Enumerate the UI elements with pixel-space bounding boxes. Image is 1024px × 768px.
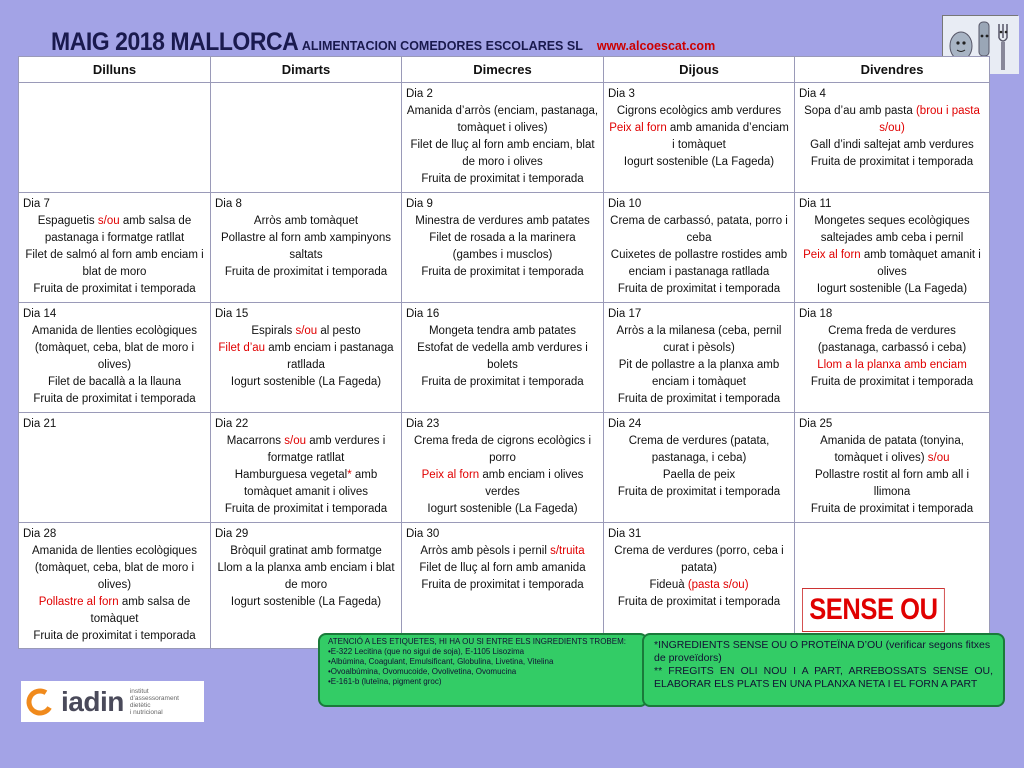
dish-line — [406, 264, 599, 281]
dish-text: Fideuà — [649, 579, 688, 591]
menu-cell — [795, 413, 990, 523]
dish-text: Llom a la planxa amb enciam i blat de moro — [217, 562, 395, 591]
dish-text: Arròs a la milanesa (ceba, pernil curat i pèsols) — [616, 325, 782, 354]
dish-line — [799, 467, 985, 501]
menu-cell — [19, 303, 211, 413]
dish-text: Filet de rosada a la marinera (gambes i musclos) — [429, 232, 576, 261]
dish-line — [23, 543, 206, 594]
week-row — [19, 193, 990, 303]
day-label: Dia 9 — [406, 198, 433, 210]
dish-line — [406, 103, 599, 137]
allergen-note: Filet d’au — [218, 342, 266, 354]
dish-text: al pesto — [317, 325, 361, 337]
dish-line — [608, 281, 790, 298]
menu-cell — [402, 193, 604, 303]
dish-text: Fruita de proximitat i temporada — [224, 503, 388, 515]
dish-text: Amanida d’arròs (enciam, pastanaga, tomàquet i olives) — [406, 105, 599, 134]
day-label: Dia 18 — [799, 308, 833, 320]
dish-line — [799, 323, 985, 357]
menu-table — [18, 56, 990, 649]
dish-text: Fruita de proximitat i temporada — [33, 393, 196, 405]
menu-cell — [211, 303, 402, 413]
dish-text: Fruita de proximitat i temporada — [33, 283, 196, 295]
day-label: Dia 4 — [799, 88, 826, 100]
dish-line — [23, 391, 206, 408]
dish-text: amb tomàquet amanit i olives — [860, 249, 981, 278]
dish-text: Fruita de proximitat i temporada — [617, 283, 781, 295]
dish-text: Sopa d’au amb pasta — [804, 105, 916, 117]
menu-cell — [19, 523, 211, 649]
dish-text: Fruita de proximitat i temporada — [810, 156, 974, 168]
dish-line — [215, 374, 397, 391]
sense-ou-badge: SENSE OU — [802, 588, 945, 632]
allergen-note: Peix al forn — [609, 122, 667, 134]
dish-text: Fruita de proximitat i temporada — [421, 173, 584, 185]
dish-line — [406, 213, 599, 230]
dish-text: Fruita de proximitat i temporada — [224, 266, 388, 278]
dish-text: amb amanida d’enciam i tomàquet — [666, 122, 789, 151]
dish-line — [608, 103, 790, 120]
dish-text: Pollastre rostit al forn amb all i llimona — [814, 469, 970, 498]
day-label: Dia 11 — [799, 198, 832, 210]
dish-line — [608, 391, 790, 408]
egg-label-warning — [318, 633, 648, 707]
dish-line — [406, 467, 599, 501]
dish-line — [215, 501, 397, 518]
iadin-ring-icon — [25, 687, 55, 717]
menu-cell — [402, 303, 604, 413]
day-label: Dia 17 — [608, 308, 642, 320]
allergen-note: Pollastre al forn — [38, 596, 119, 608]
column-header: Dimecres — [402, 57, 604, 83]
dish-line — [215, 543, 397, 560]
day-label: Dia 7 — [23, 198, 50, 210]
dish-text: Amanida de llenties ecològiques (tomàquet, ceba, blat de moro i olives) — [32, 545, 197, 591]
dish-text: amb salsa de tomàquet — [90, 596, 191, 625]
column-header: Dimarts — [211, 57, 402, 83]
dish-line — [23, 628, 206, 645]
dish-line — [608, 484, 790, 501]
dish-line — [608, 357, 790, 391]
dish-line — [799, 357, 985, 374]
dish-line — [23, 374, 206, 391]
dish-text: Fruita de proximitat i temporada — [33, 630, 196, 642]
dish-text: Crema de verdures (porro, ceba i patata) — [614, 545, 784, 574]
dish-text: Fruita de proximitat i temporada — [617, 486, 781, 498]
day-label: Dia 15 — [215, 308, 249, 320]
day-label: Dia 3 — [608, 88, 635, 100]
dish-text: amb verdures i formatge ratllat — [267, 435, 386, 464]
dish-text: Espirals — [251, 325, 296, 337]
dish-line — [215, 264, 397, 281]
day-label: Dia 2 — [406, 88, 433, 100]
allergen-note: Peix al forn — [421, 469, 480, 481]
dish-text: Fruita de proximitat i temporada — [617, 393, 781, 405]
dish-text: Mongetes seques ecològiques saltejades amb ceba i pernil — [814, 215, 970, 244]
menu-cell — [211, 413, 402, 523]
warning-item: •E-161-b (luteïna, pigment groc) — [328, 677, 442, 686]
dish-line — [215, 340, 397, 374]
dish-text: Crema freda de verdures (pastanaga, carbassó i ceba) — [817, 325, 967, 354]
dish-line — [406, 374, 599, 391]
dish-line — [23, 594, 206, 628]
dish-line — [608, 213, 790, 247]
day-label: Dia 8 — [215, 198, 242, 210]
menu-cell — [604, 303, 795, 413]
menu-cell — [402, 413, 604, 523]
warning-item: •E-322 Lecitina (que no sigui de soja), E-1105 Lisozima — [328, 647, 525, 656]
allergen-note: s/ou — [927, 452, 950, 464]
dish-text: Arròs amb pèsols i pernil — [420, 545, 551, 557]
dish-line — [215, 433, 397, 467]
dish-text: Iogurt sostenible (La Fageda) — [230, 376, 382, 388]
menu-cell — [211, 523, 402, 649]
day-label: Dia 30 — [406, 528, 440, 540]
dish-text: Paella de peix — [662, 469, 736, 481]
dish-line — [608, 433, 790, 467]
dish-text: Iogurt sostenible (La Fageda) — [623, 156, 775, 168]
dish-text: Estofat de vedella amb verdures i bolets — [417, 342, 588, 371]
week-row — [19, 413, 990, 523]
dish-text: Gall d’indi saltejat amb verdures — [810, 139, 974, 151]
allergen-note: * — [347, 469, 352, 481]
page-header — [51, 28, 715, 54]
day-label: Dia 16 — [406, 308, 440, 320]
dish-text: Espaguetis — [37, 215, 98, 227]
dish-text: Amanida de llenties ecològiques (tomàquet, ceba, blat de moro i olives) — [32, 325, 197, 371]
dish-line — [215, 230, 397, 264]
dish-text: Fruita de proximitat i temporada — [810, 376, 974, 388]
dish-line — [215, 560, 397, 594]
dish-line — [406, 577, 599, 594]
dish-line — [799, 247, 985, 281]
dish-text: Arròs amb tomàquet — [253, 215, 359, 227]
day-label: Dia 21 — [23, 418, 57, 430]
dish-text: Crema freda de cigrons ecològics i porro — [413, 435, 592, 464]
dish-line — [215, 323, 397, 340]
menu-cell — [211, 193, 402, 303]
dish-line — [608, 247, 790, 281]
warning-item: •Ovoalbúmina, Ovomucoide, Ovolivetina, Ovomucina — [328, 667, 517, 676]
allergen-note: s/ou — [97, 215, 120, 227]
dish-text: Hamburguesa vegetal — [234, 469, 348, 481]
dish-line — [406, 543, 599, 560]
dish-text: Amanida de patata (tonyina, tomàquet i olives) — [820, 435, 964, 464]
day-label: Dia 29 — [215, 528, 249, 540]
dish-line — [799, 433, 985, 467]
dish-text: Crema de verdures (patata, pastanaga, i ceba) — [628, 435, 770, 464]
iadin-logo — [21, 681, 204, 722]
warning-item: •Albúmina, Coagulant, Emulsificant, Globulina, Livetina, Vitelina — [328, 657, 554, 666]
dish-line — [406, 230, 599, 264]
allergen-note: s/ou — [284, 435, 306, 447]
dish-text: Fruita de proximitat i temporada — [421, 579, 584, 591]
column-header: Divendres — [795, 57, 990, 83]
dish-line — [406, 433, 599, 467]
dish-line — [406, 137, 599, 171]
dish-line — [608, 594, 790, 611]
column-header: Dilluns — [19, 57, 211, 83]
dish-line — [608, 577, 790, 594]
page-title: MAIG 2018 MALLORCA — [51, 28, 299, 56]
day-label: Dia 28 — [23, 528, 57, 540]
dish-line — [608, 323, 790, 357]
menu-cell — [795, 193, 990, 303]
dish-line — [799, 137, 985, 154]
menu-cell — [211, 83, 402, 193]
dish-text: amb enciam i pastanaga ratllada — [265, 342, 394, 371]
column-header: Dijous — [604, 57, 795, 83]
dish-line — [799, 213, 985, 247]
menu-cell — [604, 523, 795, 649]
dish-text: Pollastre al forn amb xampinyons saltats — [220, 232, 392, 261]
note-line: ** FREGITS EN OLI NOU I A PART, ARREBOSSATS SENSE OU, ELABORAR ELS PLATS EN UNA PLANXA NETA I EL FORN A PART — [654, 665, 993, 690]
dish-text: Minestra de verdures amb patates — [415, 215, 590, 227]
dish-line — [23, 213, 206, 247]
dish-line — [799, 103, 985, 137]
menu-cell — [402, 523, 604, 649]
dish-text: Mongeta tendra amb patates — [428, 325, 577, 337]
dish-text: Filet de salmó al forn amb enciam i blat de moro — [25, 249, 204, 278]
allergen-note: Llom a la planxa amb enciam — [817, 359, 967, 371]
dish-line — [799, 501, 985, 518]
dish-text: Fruita de proximitat i temporada — [617, 596, 781, 608]
day-label: Dia 25 — [799, 418, 833, 430]
dish-line — [406, 171, 599, 188]
dish-text: Bròquil gratinat amb formatge — [230, 545, 382, 557]
dish-line — [608, 120, 790, 154]
dish-text: Cuixetes de pollastre rostides amb enciam i pastanaga ratllada — [610, 249, 788, 278]
menu-cell — [795, 83, 990, 193]
dish-line — [406, 501, 599, 518]
dish-line — [23, 323, 206, 374]
dish-line — [23, 281, 206, 298]
day-label: Dia 31 — [608, 528, 642, 540]
dish-text: Filet de lluç al forn amb amanida — [419, 562, 586, 574]
dish-line — [406, 323, 599, 340]
dish-text: Fruita de proximitat i temporada — [421, 376, 584, 388]
dish-line — [608, 467, 790, 484]
dish-text: Fruita de proximitat i temporada — [810, 503, 974, 515]
dish-text: Pit de pollastre a la planxa amb enciam i tomàquet — [618, 359, 780, 388]
menu-cell — [795, 303, 990, 413]
dish-text: Fruita de proximitat i temporada — [421, 266, 584, 278]
allergen-note: (brou i pasta s/ou) — [879, 105, 980, 134]
dish-text: Crema de carbassó, patata, porro i ceba — [610, 215, 788, 244]
allergen-note: s/truita — [550, 545, 585, 557]
dish-line — [799, 281, 985, 298]
dish-text: amb salsa de pastanaga i formatge ratllat — [44, 215, 192, 244]
dish-line — [799, 154, 985, 171]
menu-cell — [604, 193, 795, 303]
note-line: *INGREDIENTS SENSE OU O PROTEÏNA D’OU (verificar segons fitxes de proveïdors) — [654, 639, 991, 664]
menu-cell — [19, 193, 211, 303]
day-label: Dia 14 — [23, 308, 57, 320]
dish-text: Iogurt sostenible (La Fageda) — [230, 596, 382, 608]
dish-line — [608, 154, 790, 171]
weekday-header-row — [19, 57, 990, 83]
dish-line — [799, 374, 985, 391]
dish-text: Filet de lluç al forn amb enciam, blat de moro i olives — [410, 139, 595, 168]
dish-text: Macarrons — [226, 435, 285, 447]
day-label: Dia 10 — [608, 198, 642, 210]
ingredients-note — [642, 633, 1005, 707]
allergen-note: s/ou — [295, 325, 318, 337]
allergen-note: Peix al forn — [803, 249, 861, 261]
day-label: Dia 22 — [215, 418, 249, 430]
dish-text: Iogurt sostenible (La Fageda) — [816, 283, 968, 295]
dish-text: Iogurt sostenible (La Fageda) — [427, 503, 578, 515]
website-link[interactable]: www.alcoescat.com — [596, 39, 716, 53]
dish-line — [23, 247, 206, 281]
week-row — [19, 303, 990, 413]
menu-cell — [19, 83, 211, 193]
dish-line — [215, 594, 397, 611]
week-row — [19, 83, 990, 193]
day-label: Dia 24 — [608, 418, 642, 430]
dish-line — [215, 213, 397, 230]
dish-line — [215, 467, 397, 501]
day-label: Dia 23 — [406, 418, 440, 430]
page-subtitle: ALIMENTACION COMEDORES ESCOLARES SL — [301, 39, 583, 53]
menu-cell — [604, 83, 795, 193]
allergen-note: (pasta s/ou) — [687, 579, 749, 591]
menu-cell — [402, 83, 604, 193]
iadin-wordmark: iadin — [61, 685, 124, 717]
menu-cell — [604, 413, 795, 523]
dish-text: amb tomàquet amanit i olives — [243, 469, 378, 498]
dish-line — [406, 340, 599, 374]
iadin-tagline: institut d’assessorament dietètic i nutricional — [129, 687, 179, 716]
dish-line — [406, 560, 599, 577]
dish-text: Filet de bacallà a la llauna — [48, 376, 181, 388]
dish-text: Cigrons ecològics amb verdures — [616, 105, 782, 117]
dish-line — [608, 543, 790, 577]
warning-intro: ATENCIÓ A LES ETIQUETES, HI HA OU SI ENTRE ELS INGREDIENTS TROBEM: — [328, 637, 626, 646]
menu-cell — [19, 413, 211, 523]
dish-text: amb enciam i olives verdes — [479, 469, 584, 498]
